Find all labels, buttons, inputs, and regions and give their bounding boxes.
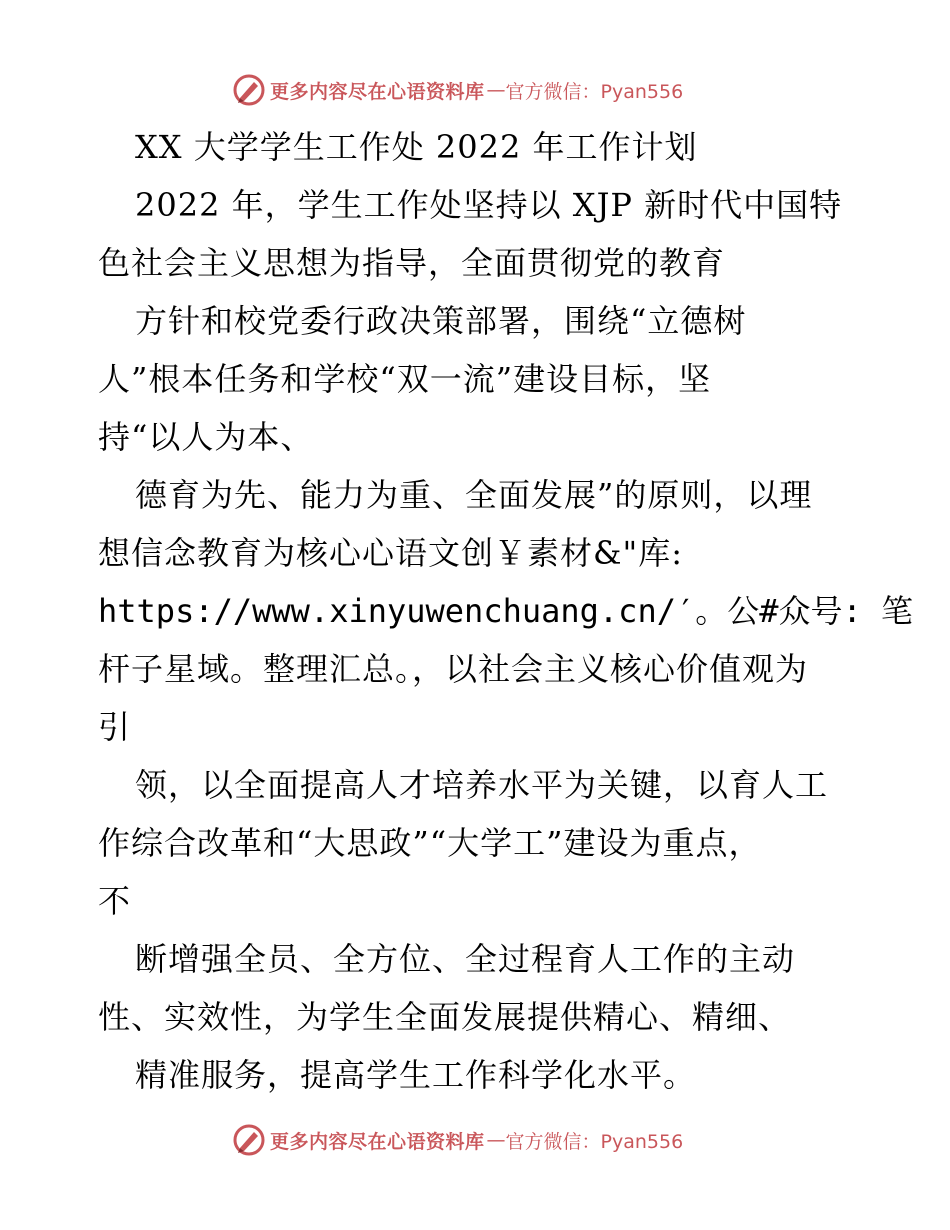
watermark-main-text: 更多内容尽在心语资料库	[270, 80, 485, 103]
paragraph-line: 不	[98, 882, 132, 920]
paragraph-line: 人”根本任务和学校“双一流”建设目标，坚	[98, 360, 712, 398]
paragraph-line: 性、实效性，为学生全面发展提供精心、精细、	[98, 998, 792, 1036]
paragraph-line: 2022 年，学生工作处坚持以 XJP 新时代中国特	[135, 186, 843, 224]
watermark-separator: —	[486, 79, 506, 101]
document-title: XX 大学学生工作处 2022 年工作计划	[135, 128, 698, 166]
paragraph-line: 持“以人为本、	[98, 418, 314, 456]
paragraph-line-url: https://www.xinyuwenchuang.cn/′。公#众号: 笔	[98, 592, 914, 630]
paragraph-line: 精准服务，提高学生工作科学化水平。	[135, 1056, 697, 1094]
watermark-separator: —	[486, 1129, 506, 1151]
watermark-contact: 官方微信：Pyan556	[505, 80, 684, 103]
pen-logo-icon	[232, 73, 266, 107]
watermark-footer	[232, 1121, 683, 1159]
paragraph-line: 杆子星域。整理汇总。，以社会主义核心价值观为	[98, 650, 809, 688]
paragraph-line: 色社会主义思想为指导，全面贯彻党的教育	[98, 244, 726, 282]
paragraph-line: 引	[98, 708, 132, 746]
watermark-main-text: 更多内容尽在心语资料库	[270, 1130, 485, 1153]
paragraph-line: 领，以全面提高人才培养水平为关键，以育人工	[135, 766, 829, 804]
watermark-contact: 官方微信：Pyan556	[505, 1130, 684, 1153]
pen-logo-icon	[232, 1123, 266, 1157]
paragraph-line: 想信念教育为核心心语文创￥素材&"库:	[98, 534, 683, 572]
watermark-header	[232, 71, 683, 109]
paragraph-line: 断增强全员、全方位、全过程育人工作的主动	[135, 940, 796, 978]
paragraph-line: 德育为先、能力为重、全面发展”的原则，以理	[135, 476, 813, 514]
paragraph-line: 作综合改革和“大思政”“大学工”建设为重点，	[98, 824, 762, 862]
paragraph-line: 方针和校党委行政决策部署，围绕“立德树	[135, 302, 747, 340]
